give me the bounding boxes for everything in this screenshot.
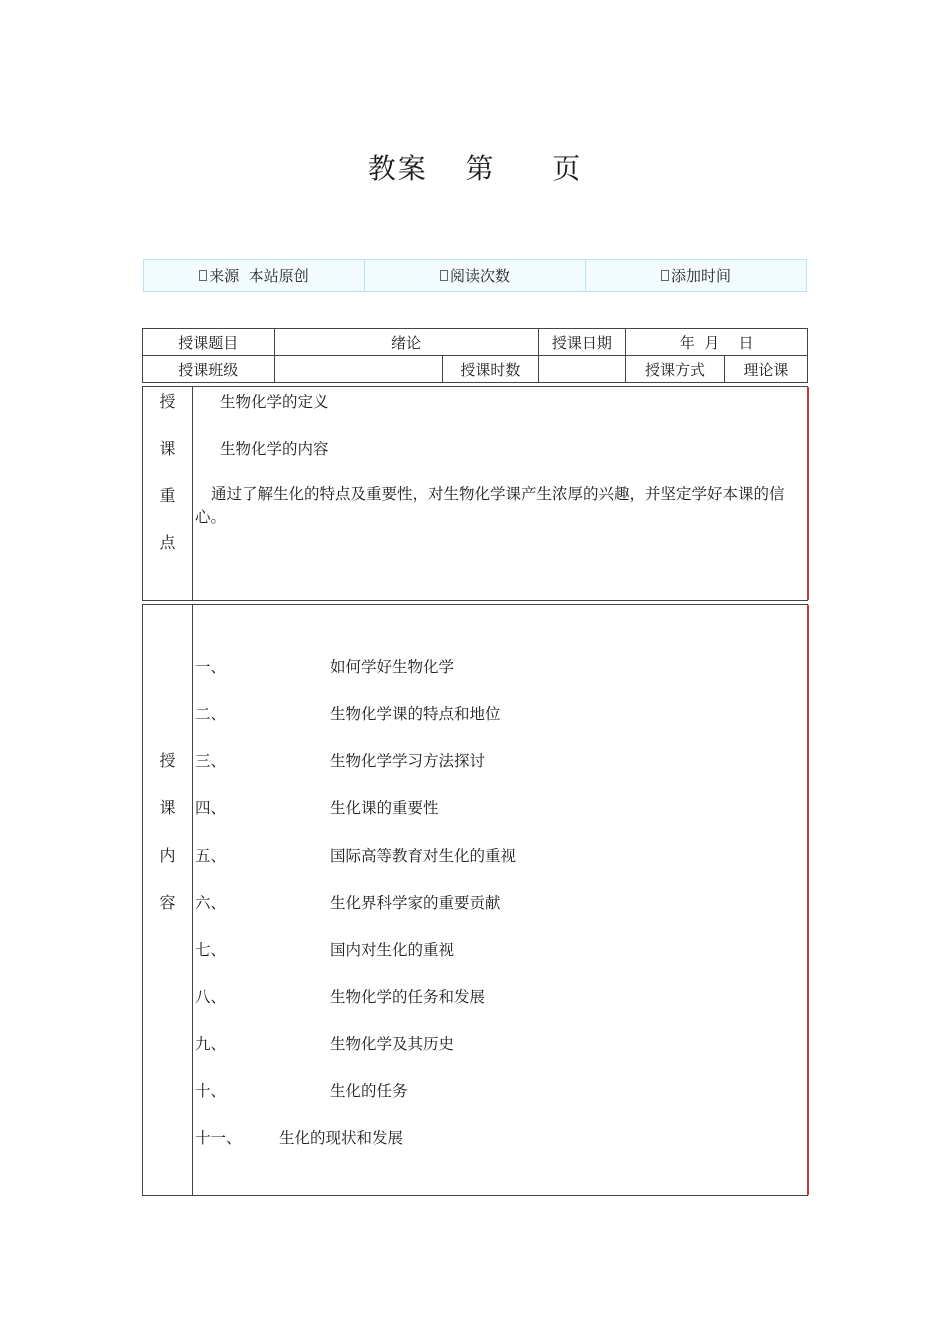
- lesson-header-table: [142, 328, 808, 383]
- outline-number: 二、: [195, 705, 227, 723]
- outline-text: 生化的任务: [330, 1082, 408, 1100]
- outline-text: 生物化学的任务和发展: [330, 988, 486, 1006]
- topic-label: 授课题目: [143, 329, 275, 356]
- date-value: 年 月 日: [626, 329, 808, 356]
- outline-number: 一、: [195, 658, 227, 676]
- outline-item: [195, 1126, 403, 1148]
- outline-text: 生物化学学习方法探讨: [330, 752, 486, 770]
- focus-content: [193, 387, 807, 600]
- outline-text: 生化课的重要性: [330, 799, 439, 817]
- teaching-focus-section: [142, 386, 808, 601]
- outline-text: 如何学好生物化学: [330, 658, 455, 676]
- focus-line-2: 生物化学的内容: [220, 440, 329, 458]
- outline-text: 生物化学及其历史: [330, 1035, 455, 1053]
- content-label-char: 课: [159, 798, 176, 818]
- outline-text: 国际高等教育对生化的重视: [330, 847, 517, 865]
- placeholder-box-icon: [199, 270, 207, 281]
- outline-number: 五、: [195, 847, 227, 865]
- outline-number: 七、: [195, 941, 227, 959]
- content-label-column: [143, 605, 193, 1195]
- meta-source: [144, 260, 365, 291]
- outline-text: 生化的现状和发展: [279, 1129, 404, 1147]
- meta-reads-text: 阅读次数: [449, 267, 510, 285]
- hours-label: 授课时数: [443, 356, 538, 383]
- outline-item: [195, 1032, 454, 1054]
- class-value: [274, 356, 443, 383]
- outline-item: [195, 655, 454, 677]
- topic-value: 绪论: [274, 329, 538, 356]
- content-label-char: 容: [159, 892, 176, 912]
- outline-item: [195, 796, 439, 818]
- content-label-char: 内: [159, 845, 176, 865]
- focus-label-column: [143, 387, 193, 600]
- meta-info-bar: [143, 259, 807, 292]
- meta-added: [586, 260, 806, 291]
- class-label: 授课班级: [143, 356, 275, 383]
- outline-number: 四、: [195, 799, 227, 817]
- teaching-content-section: [142, 604, 808, 1196]
- focus-label-char: 课: [159, 439, 176, 458]
- method-label: 授课方式: [626, 356, 724, 383]
- hours-value: [538, 356, 626, 383]
- table-edge-line: [807, 605, 809, 1195]
- outline-item: [195, 891, 501, 913]
- date-label: 授课日期: [538, 329, 626, 356]
- meta-added-text: 添加时间: [670, 267, 731, 285]
- outline-text: 国内对生化的重视: [330, 941, 455, 959]
- outline-number: 三、: [195, 752, 227, 770]
- outline-item: [195, 702, 501, 724]
- outline-item: [195, 938, 454, 960]
- outline-item: [195, 1079, 408, 1101]
- outline-text: 生化界科学家的重要贡献: [330, 894, 501, 912]
- page-title: 教案 第 页: [367, 152, 583, 185]
- outline-item: [195, 749, 485, 771]
- focus-label-char: 点: [159, 533, 176, 552]
- outline-item: [195, 844, 516, 866]
- lesson-plan-table: [142, 328, 809, 1196]
- method-value: 理论课: [724, 356, 807, 383]
- focus-label-char: 授: [159, 392, 176, 411]
- header-row-1: [143, 329, 808, 356]
- outline-item: [195, 985, 485, 1007]
- outline-number: 九、: [195, 1035, 227, 1053]
- header-row-2: [143, 356, 808, 383]
- table-edge-line: [807, 387, 809, 600]
- outline-number: 十一、: [195, 1129, 242, 1147]
- focus-label-char: 重: [159, 486, 176, 505]
- focus-paragraph: 通过了解生化的特点及重要性，对生物化学课产生浓厚的兴趣，并坚定学好本课的信心。: [195, 485, 785, 526]
- meta-source-text: 来源 本站原创: [209, 267, 309, 285]
- outline-number: 十、: [195, 1082, 227, 1100]
- outline-number: 六、: [195, 894, 227, 912]
- content-outline: [193, 605, 807, 1195]
- placeholder-box-icon: [440, 270, 448, 281]
- outline-text: 生物化学课的特点和地位: [330, 705, 501, 723]
- meta-reads: [365, 260, 586, 291]
- content-label-char: 授: [159, 751, 176, 770]
- focus-line-1: 生物化学的定义: [220, 393, 329, 411]
- placeholder-box-icon: [661, 270, 669, 281]
- outline-number: 八、: [195, 988, 227, 1006]
